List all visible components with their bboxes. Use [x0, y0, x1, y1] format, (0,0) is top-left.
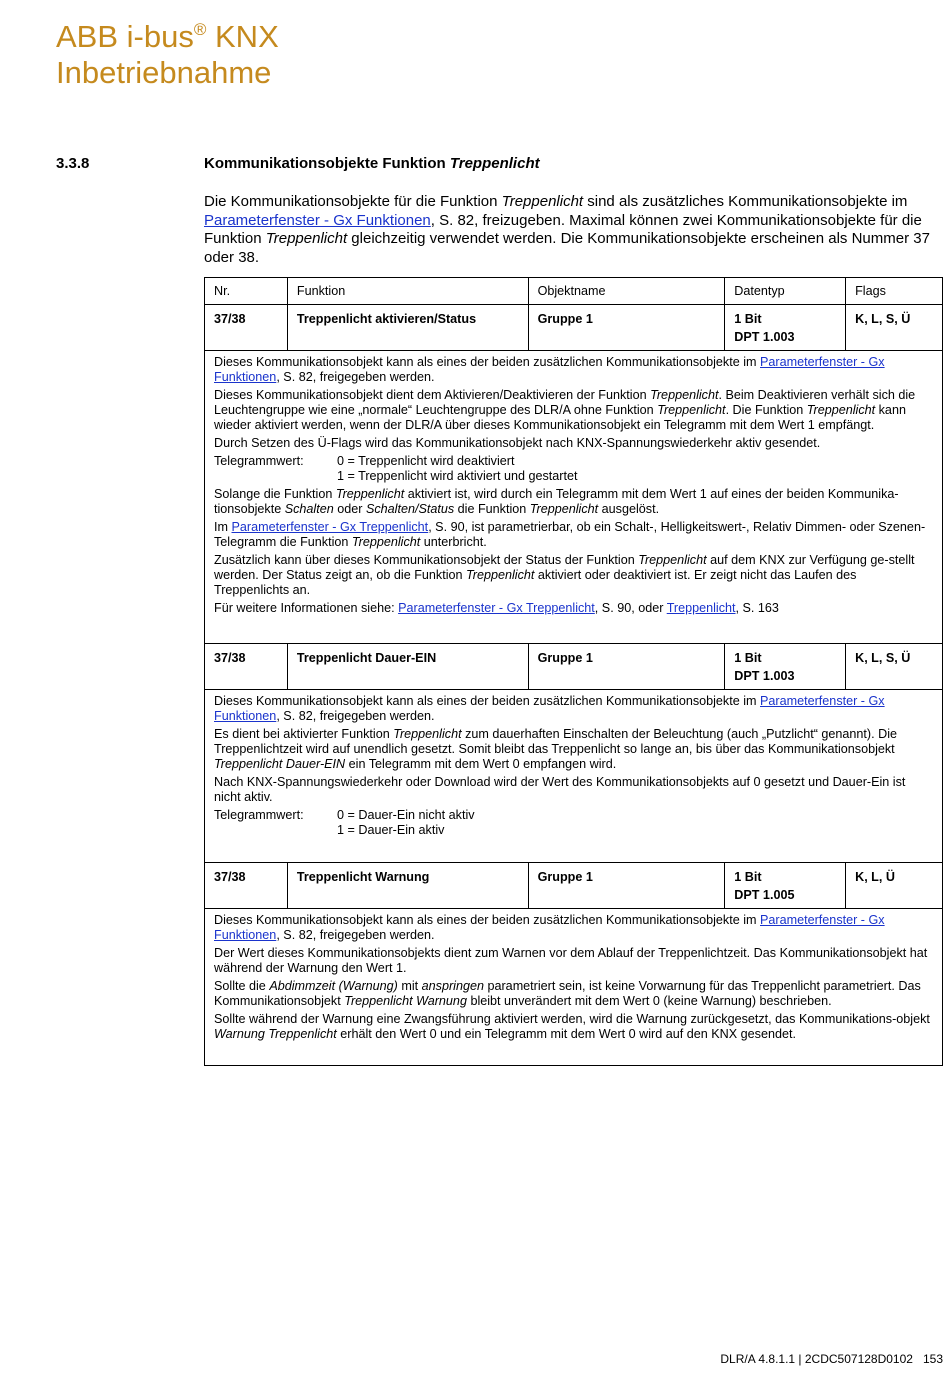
object-funktion: Treppenlicht Warnung [287, 863, 528, 909]
table-row [205, 305, 943, 351]
object-name: Gruppe 1 [528, 305, 725, 351]
object-datentyp: 1 Bit DPT 1.003 [725, 644, 846, 690]
object-description: Dieses Kommunikationsobjekt kann als eines der beiden zusätzlichen Kommunikationsobjekte im Parameterfenster - Gx Funktionen, S. 82, freigegeben werden. Dieses Kommunikationsobjekt dient dem Aktivieren/Deaktivieren der Funktion Treppenlicht. Beim Deaktivieren verhält sich die Leuchtengruppe wie eine „normale“ Leuchtengruppe des DLR/A ohne Funktion Treppenlicht. Die Funktion Treppenlicht kann wieder aktiviert werden, wenn der DLR/A über dieses Kommunikationsobjekt ein Telegramm mit dem Wert 1 empfängt. Durch Setzen des Ü-Flags wird das Kommunikationsobjekt nach KNX-Spannungswiederkehr aktiv gesendet. Telegrammwert: 0 = Treppenlicht wird deaktiviert 1 = Treppenlicht wird aktiviert und gestartet Solange die Funktion Treppenlicht aktiviert ist, wird durch ein Telegramm mit dem Wert 1 auf eines der beiden Kommunika-tionsobjekte Schalten oder Schalten/Status die Funktion Treppenlicht ausgelöst. Im Parameterfenster - Gx Treppenlicht, S. 90, ist parametrierbar, ob ein Schalt-, Helligkeitswert-, Relativ Dimmen- oder Szenen-Telegramm die Funktion Treppenlicht unterbricht. Zusätzlich kann über dieses Kommunikationsobjekt der Status der Funktion Treppenlicht auf dem KNX zur Verfügung ge-stellt werden. Der Status zeigt an, ob die Funktion Treppenlicht aktiviert oder deaktiviert ist. Er zeigt nicht das Laufen des Treppenlichts an. Für weitere Informationen siehe: Parameterfenster - Gx Treppenlicht, S. 90, oder Treppenlicht, S. 163 [205, 351, 943, 644]
header-flags: Flags [846, 278, 943, 305]
page-number: 153 [922, 1352, 943, 1366]
header-datentyp: Datentyp [725, 278, 846, 305]
link-parameterfenster-treppenlicht[interactable]: Parameterfenster - Gx Treppenlicht [231, 520, 429, 534]
object-datentyp: 1 Bit DPT 1.005 [725, 863, 846, 909]
table-row [205, 644, 943, 690]
link-parameterfenster-funktionen[interactable]: Parameterfenster - Gx Funktionen [214, 355, 885, 384]
link-parameterfenster-funktionen[interactable]: Parameterfenster - Gx Funktionen [214, 694, 885, 723]
object-name: Gruppe 1 [528, 644, 725, 690]
object-flags: K, L, S, Ü [846, 305, 943, 351]
object-nr: 37/38 [205, 305, 288, 351]
object-description: Dieses Kommunikationsobjekt kann als eines der beiden zusätzlichen Kommunikationsobjekte im Parameterfenster - Gx Funktionen, S. 82, freigegeben werden. Es dient bei aktivierter Funktion Treppenlicht zum dauerhaften Einschalten der Beleuchtung (auch „Putzlicht“ genannt). Die Treppenlichtzeit wird auf unendlich gesetzt. Somit bleibt das Treppenlicht so lange an, bis über das Kommunikationsobjekt Treppenlicht Dauer-EIN ein Telegramm mit dem Wert 0 empfangen wird. Nach KNX-Spannungswiederkehr oder Download wird der Wert des Kommunikationsobjekts auf 0 gesetzt und Dauer-Ein ist nicht aktiv. Telegrammwert: 0 = Dauer-Ein nicht aktiv 1 = Dauer-Ein aktiv [205, 690, 943, 863]
link-treppenlicht[interactable]: Treppenlicht [666, 601, 736, 615]
link-parameterfenster-funktionen[interactable]: Parameterfenster - Gx Funktionen [204, 211, 431, 229]
object-nr: 37/38 [205, 644, 288, 690]
header-objektname: Objektname [528, 278, 725, 305]
object-description-row [205, 909, 943, 1066]
link-parameterfenster-funktionen[interactable]: Parameterfenster - Gx Funktionen [214, 913, 885, 942]
header-subtitle: Inbetriebnahme [56, 55, 272, 90]
page-footer: DLR/A 4.8.1.1 | 2CDC507128D0102 153 [720, 1352, 943, 1366]
object-datentyp: 1 Bit DPT 1.003 [725, 305, 846, 351]
object-flags: K, L, Ü [846, 863, 943, 909]
telegram-values: Telegrammwert: 0 = Dauer-Ein nicht aktiv 1 = Dauer-Ein aktiv [214, 808, 475, 837]
telegram-values: Telegrammwert: 0 = Treppenlicht wird deaktiviert 1 = Treppenlicht wird aktiviert und gestartet [214, 454, 578, 483]
section-number: 3.3.8 [56, 155, 90, 172]
object-description-row [205, 351, 943, 644]
object-funktion: Treppenlicht Dauer-EIN [287, 644, 528, 690]
table-header-row [205, 278, 943, 305]
section-title: Kommunikationsobjekte Funktion Treppenlicht [204, 155, 540, 172]
object-nr: 37/38 [205, 863, 288, 909]
table-row [205, 863, 943, 909]
communication-objects-table [204, 277, 943, 1066]
header-brand: ABB i-bus® KNX [56, 19, 279, 54]
intro-paragraph: Die Kommunikationsobjekte für die Funktion Treppenlicht sind als zusätzliches Kommunikationsobjekte im Parameterfenster - Gx Funktionen, S. 82, freizugeben. Maximal können zwei Kommunikationsobjekte für die Funktion Treppenlicht gleichzeitig verwendet werden. Die Kommunikationsobjekte erscheinen als Nummer 37 oder 38. [204, 193, 930, 266]
object-funktion: Treppenlicht aktivieren/Status [287, 305, 528, 351]
document-header [56, 12, 279, 91]
header-funktion: Funktion [287, 278, 528, 305]
header-nr: Nr. [205, 278, 288, 305]
object-description: Dieses Kommunikationsobjekt kann als eines der beiden zusätzlichen Kommunikationsobjekte im Parameterfenster - Gx Funktionen, S. 82, freigegeben werden. Der Wert dieses Kommunikationsobjekts dient zum Warnen vor dem Ablauf der Treppenlichtzeit. Das Kommunikationsobjekt hat während der Warnung den Wert 1. Sollte die Abdimmzeit (Warnung) mit anspringen parametriert sein, ist keine Vorwarnung für das Treppenlicht parametriert. Das Kommunikationsobjekt Treppenlicht Warnung bleibt unverändert mit dem Wert 0 (keine Warnung) beschrieben. Sollte während der Warnung eine Zwangsführung aktiviert werden, wird die Warnung zurückgesetzt, das Kommunikations-objekt Warnung Treppenlicht erhält den Wert 0 und ein Telegramm mit dem Wert 0 wird auf den KNX gesendet. [205, 909, 943, 1066]
link-parameterfenster-treppenlicht[interactable]: Parameterfenster - Gx Treppenlicht [398, 601, 595, 615]
object-description-row [205, 690, 943, 863]
object-flags: K, L, S, Ü [846, 644, 943, 690]
object-name: Gruppe 1 [528, 863, 725, 909]
